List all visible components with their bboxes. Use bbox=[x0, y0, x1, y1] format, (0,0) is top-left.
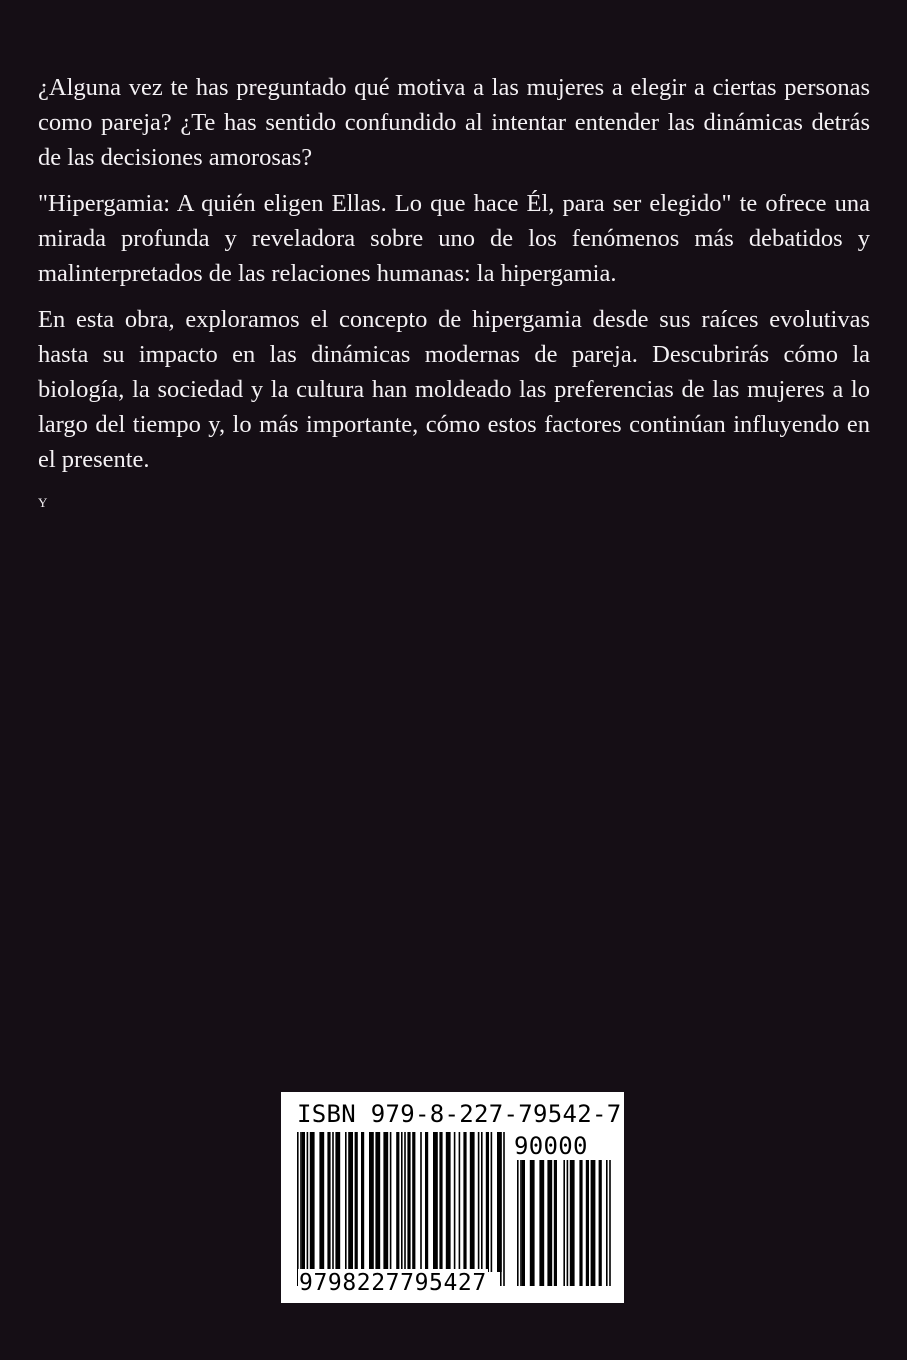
barcode-bar bbox=[539, 1160, 544, 1286]
barcode-bar bbox=[375, 1132, 380, 1272]
barcode-bar bbox=[420, 1132, 422, 1272]
barcode-bar bbox=[486, 1132, 489, 1272]
barcode-bar bbox=[439, 1132, 442, 1272]
barcode-bar bbox=[547, 1160, 552, 1286]
barcode-bar bbox=[579, 1160, 582, 1286]
barcode-bar bbox=[481, 1132, 483, 1272]
barcode-bar bbox=[470, 1132, 475, 1272]
barcode-bar bbox=[412, 1132, 415, 1272]
blurb-paragraph-3: En esta obra, exploramos el concepto de hipergamia desde sus raíces evolutivas hasta su impacto en las dinámicas modernas de pareja. Descubrirás cómo la biología, la sociedad y la cultura han moldeado las preferencias de las mujeres a lo largo del tiempo y, lo más importante, cómo estos factores continúan influyendo en el presente. bbox=[38, 306, 870, 473]
barcode-bar bbox=[404, 1132, 406, 1286]
barcode-bar bbox=[345, 1132, 347, 1272]
barcode-bar bbox=[310, 1132, 315, 1272]
barcode-bar bbox=[563, 1160, 565, 1286]
barcode-bar bbox=[554, 1160, 557, 1286]
barcode-bar bbox=[396, 1132, 399, 1272]
barcode-bar bbox=[433, 1132, 438, 1272]
barcode-bar bbox=[355, 1132, 358, 1272]
barcode-bar bbox=[446, 1132, 451, 1272]
barcode-bar bbox=[302, 1132, 305, 1272]
isbn-label: ISBN 979-8-227-79542-7 bbox=[297, 1100, 622, 1128]
barcode-bar bbox=[369, 1132, 374, 1272]
barcode-bar bbox=[297, 1132, 299, 1286]
barcode-bar bbox=[307, 1132, 309, 1272]
barcode-bar bbox=[530, 1160, 535, 1286]
barcode-bar bbox=[606, 1160, 608, 1286]
barcode-bar bbox=[478, 1132, 480, 1272]
barcode-bar bbox=[319, 1132, 324, 1272]
blurb-paragraph-2: "Hipergamia: A quién eligen Ellas. Lo que hace Él, para ser elegido" te ofrece una mirada profunda y reveladora sobre uno de los fenómenos más debatidos y malinterpretados de las relaciones humanas: la hipergamia. bbox=[38, 190, 870, 287]
barcode-bar bbox=[567, 1160, 569, 1286]
barcode-bar bbox=[300, 1132, 302, 1286]
barcode-bar bbox=[586, 1160, 589, 1286]
barcode-bar bbox=[463, 1132, 466, 1272]
barcode-bar bbox=[599, 1160, 602, 1286]
barcode-bar bbox=[383, 1132, 388, 1272]
barcode-bar bbox=[390, 1132, 392, 1272]
blurb-paragraph-1: ¿Alguna vez te has preguntado qué motiva a las mujeres a elegir a ciertas personas como pareja? ¿Te has sentido confundido al intentar entender las dinámicas detrás de las decisiones amorosas? bbox=[38, 74, 870, 171]
isbn-barcode bbox=[281, 1092, 624, 1303]
barcode-bar bbox=[361, 1132, 364, 1272]
barcode-bar bbox=[459, 1132, 461, 1272]
barcode-bar bbox=[591, 1160, 596, 1286]
barcode-bar bbox=[425, 1132, 428, 1272]
barcode-bar bbox=[491, 1132, 493, 1272]
barcode-bar bbox=[454, 1132, 456, 1272]
barcode-bar bbox=[407, 1132, 410, 1272]
barcode-bar bbox=[517, 1160, 519, 1286]
barcode-bar bbox=[503, 1132, 505, 1286]
barcode-bar bbox=[522, 1160, 525, 1286]
barcode-bar bbox=[348, 1132, 353, 1272]
barcode-bar bbox=[520, 1160, 522, 1286]
addon-code: 90000 bbox=[514, 1132, 588, 1160]
stray-marker: Y bbox=[38, 495, 48, 510]
ean-digits: 9798227795427 bbox=[299, 1270, 487, 1296]
barcode-bar bbox=[327, 1132, 330, 1272]
blurb-text bbox=[38, 70, 870, 488]
barcode-bar bbox=[500, 1132, 502, 1286]
barcode-bar bbox=[609, 1160, 611, 1286]
barcode-bar bbox=[335, 1132, 340, 1272]
barcode-bar bbox=[570, 1160, 575, 1286]
barcode-bar bbox=[401, 1132, 403, 1286]
barcode-bar bbox=[332, 1132, 334, 1272]
